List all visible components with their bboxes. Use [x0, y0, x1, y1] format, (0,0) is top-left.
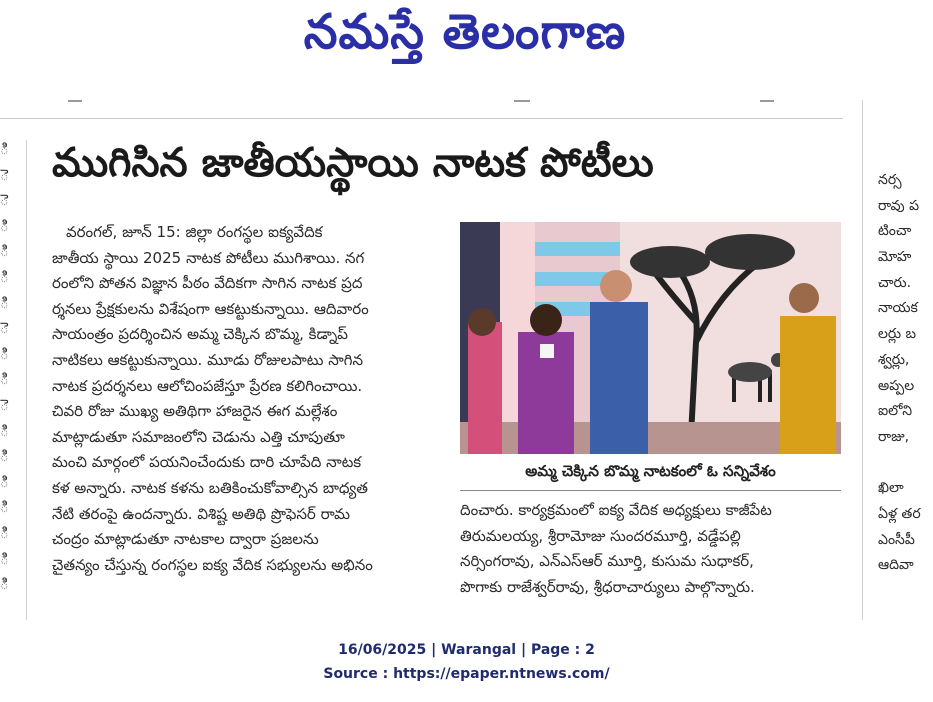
- divider: [68, 100, 82, 102]
- adjacent-line: [878, 451, 933, 477]
- adjacent-line: అప్పల: [878, 377, 915, 394]
- article-line: రంలోని పోతన విజ్ఞాన పీఠం వేదికగా సాగిన నాటక ప్రద: [52, 274, 363, 293]
- column-divider: [862, 100, 863, 620]
- adjacent-line: నాయక: [878, 300, 918, 317]
- page-footer: [0, 638, 933, 686]
- article-line: మంచి మార్గంలో పయనించేందుకు దారి చూపేది నాటక: [52, 453, 362, 472]
- article-continuation: [460, 498, 841, 600]
- divider: [760, 100, 774, 102]
- article-line: దించారు. కార్యక్రమంలో ఐక్య వేదిక అధ్యక్షులు కాజీపేట: [460, 501, 772, 519]
- adjacent-line: నర్స: [878, 172, 902, 188]
- adjacent-line: రావు ప: [878, 197, 920, 214]
- photo-caption: అమ్మ చెక్కిన బొమ్మ నాటకంలో ఓ సన్నివేశం: [525, 462, 776, 480]
- adjacent-line: టించా: [878, 223, 912, 240]
- article-body: [52, 220, 456, 578]
- headline: ముగిసిన జాతీయస్థాయి నాటక పోటీలు: [52, 140, 654, 186]
- adjacent-line: చారు.: [878, 274, 912, 291]
- footer-source-line: Source : https://epaper.ntnews.com/: [323, 666, 610, 682]
- adjacent-line: రాజు,: [878, 428, 910, 445]
- adjacent-line: ఖిలా: [878, 480, 904, 497]
- article-line: నేటి తరంపై ఉందన్నారు. విశిష్ట అతిథి ప్రొఫెసర్ రామ: [52, 504, 351, 523]
- article-line: చైతన్యం చేస్తున్న రంగస్థల ఐక్య వేదిక సభ్యులను అభినం: [52, 555, 373, 574]
- article-line: సాయంత్రం ప్రదర్శించిన అమ్మ చెక్కిన బొమ్మ, కిడ్నాప్: [52, 325, 348, 344]
- article-line: జాతీయ స్థాయి 2025 నాటక పోటీలు ముగిశాయి. నగ: [52, 248, 365, 267]
- newspaper-logo: నమస్తే తెలంగాణ: [303, 4, 627, 60]
- article-line: పొగాకు రాజేశ్వర్‌రావు, శ్రీధరాచార్యులు పాల్గొన్నారు.: [460, 577, 755, 596]
- article-line: ర్శనలు ప్రేక్షకులను విశేషంగా ఆకట్టుకున్నాయి. ఆదివారం: [52, 299, 369, 318]
- article-line: మాట్లాడుతూ సమాజంలోని చెడును ఎత్తి చూపుతూ: [52, 427, 345, 446]
- adjacent-line: మోహ: [878, 249, 912, 266]
- article-line: చంద్రం మాట్లాడుతూ నాటకాల ద్వారా ప్రజలను: [52, 530, 319, 549]
- article-line: చివరి రోజు ముఖ్య అతిథిగా హాజరైన ఈగ మల్లేశం: [52, 402, 338, 421]
- article-line: నాటికలు ఆకట్టుకున్నాయి. మూడు రోజులపాటు సాగిన: [52, 350, 363, 369]
- column-divider: [26, 140, 27, 620]
- article-line: వరంగల్, జూన్ 15: జిల్లా రంగస్థల ఐక్యవేదిక: [66, 223, 323, 241]
- stage-photo: [460, 222, 841, 454]
- adjacent-line: శ్వర్లు,: [878, 351, 910, 368]
- divider: [514, 100, 530, 102]
- adjacent-column-fragment: [878, 168, 933, 579]
- top-rule: [0, 118, 843, 119]
- previous-column-fragment: ి ె ె ి ి ి ి ె ి ి ె ి ి ి ి ి ి ి: [0, 140, 9, 594]
- article-line: నాటక ప్రదర్శనలు ఆలోచింపజేస్తూ ప్రేరణ కలిగించాయి.: [52, 376, 363, 395]
- adjacent-line: లర్లు బ: [878, 326, 917, 343]
- caption-divider: [460, 490, 841, 491]
- adjacent-line: ఆదివా: [878, 557, 914, 574]
- article-line: తిరుమలయ్య, శ్రీరామోజు సుందరమూర్తి, వడ్డేపల్లి: [460, 526, 741, 545]
- adjacent-line: ఐలోని: [878, 403, 913, 420]
- footer-date-line: 16/06/2025 | Warangal | Page : 2: [338, 642, 595, 658]
- adjacent-line: ఎంసీపీ: [878, 531, 915, 548]
- article-line: నర్సింగరావు, ఎన్ఎస్ఆర్ మూర్తి, కుసుమ సుధాకర్,: [460, 552, 754, 571]
- masthead: [0, 0, 933, 80]
- article-line: కళ అన్నారు. నాటక కళను బతికించుకోవాల్సిన బాధ్యత: [52, 478, 368, 497]
- adjacent-line: ఏళ్ల తర: [878, 505, 921, 522]
